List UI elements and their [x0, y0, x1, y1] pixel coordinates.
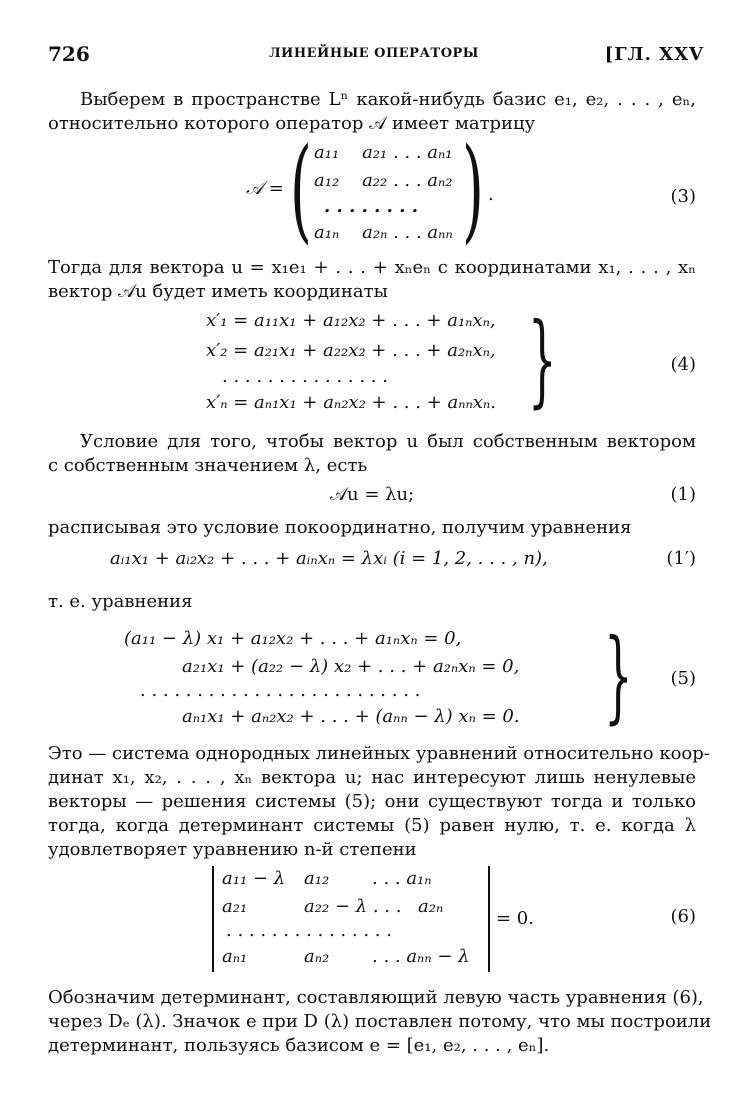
equation-row: x′₁ = a₁₁x₁ + a₁₂x₂ + . . . + a₁ₙxₙ,: [206, 310, 496, 331]
paragraph-basis: [48, 88, 696, 136]
equation-number: (6): [670, 906, 696, 927]
text-line: Выберем в пространстве Lⁿ какой-нибудь базис e₁, e₂, . . . , eₙ,: [80, 89, 696, 110]
equation-number: (3): [670, 186, 696, 207]
text-line: Обозначим детерминант, составляющий левую часть уравнения (6),: [48, 987, 704, 1008]
equation-number: (5): [670, 668, 696, 689]
determinant-left-bar: [212, 866, 214, 972]
paragraph-condition: [48, 430, 696, 478]
paragraph-system: [48, 742, 710, 862]
text-line: детерминант, пользуясь базисом e = [e₁, e₂, . . . , eₙ].: [48, 1035, 550, 1056]
period: .: [488, 184, 494, 205]
right-brace: }: [604, 617, 633, 734]
equation-number: (1′): [666, 548, 696, 569]
equation-dots-row: . . . . . . . . . . . . . . .: [222, 366, 388, 387]
text-line: с собственным значением λ, есть: [48, 455, 368, 476]
equation-row: x′ₙ = aₙ₁x₁ + aₙ₂x₂ + . . . + aₙₙxₙ.: [206, 392, 496, 413]
text-line: Тогда для вектора u = x₁e₁ + . . . + xₙeₙ с координатами x₁, . . . , xₙ: [48, 257, 696, 278]
right-paren: ): [462, 125, 484, 255]
text-line: вектор 𝒜u будет иметь координаты: [48, 281, 388, 302]
equation-row: a₂₁x₁ + (a₂₂ − λ) x₂ + . . . + a₂ₙxₙ = 0,: [182, 656, 520, 677]
chapter-label: [ГЛ. XXV: [604, 44, 704, 65]
left-paren: (: [290, 125, 312, 255]
text-line: Это — система однородных линейных уравнений относительно коор-: [48, 743, 710, 764]
paragraph-vector: [48, 256, 696, 304]
text-line: Условие для того, чтобы вектор u был собственным вектором: [80, 431, 696, 452]
equation-number: (4): [670, 354, 696, 375]
text-line: тогда, когда детерминант системы (5) равен нулю, т. е. когда λ: [48, 815, 696, 836]
determinant-row: a₁₁ − λ a₁₂ . . . a₁ₙ: [222, 868, 432, 889]
text-line: векторы — решения системы (5); они существуют тогда и только: [48, 791, 696, 812]
equation-row: x′₂ = a₂₁x₁ + a₂₂x₂ + . . . + a₂ₙxₙ,: [206, 340, 496, 361]
text-line: расписывая это условие покоординатно, получим уравнения: [48, 517, 632, 538]
text-line: удовлетворяет уравнению n-й степени: [48, 839, 417, 860]
equation-row: aₙ₁x₁ + aₙ₂x₂ + . . . + (aₙₙ − λ) xₙ = 0.: [182, 706, 520, 727]
text-line: через Dₑ (λ). Значок e при D (λ) поставлен потому, что мы построили: [48, 1011, 712, 1032]
determinant-right-bar: [488, 866, 490, 972]
matrix-dots-row: . . . . . . . .: [324, 196, 418, 217]
equation-text: aᵢ₁x₁ + aᵢ₂x₂ + . . . + aᵢₙxₙ = λxᵢ (i = 1, 2, . . . , n),: [110, 548, 548, 569]
equation-row: (a₁₁ − λ) x₁ + a₁₂x₂ + . . . + a₁ₙxₙ = 0,: [124, 628, 462, 649]
matrix-row: a₁₁ a₂₁ . . . aₙ₁: [314, 142, 453, 163]
right-brace: }: [528, 301, 557, 418]
determinant-row: a₂₁ a₂₂ − λ . . . a₂ₙ: [222, 896, 444, 917]
paragraph-coordinates: [48, 516, 696, 540]
matrix-lhs: 𝒜 =: [246, 178, 284, 199]
matrix-row: a₁₂ a₂₂ . . . aₙ₂: [314, 170, 453, 191]
determinant-dots-row: . . . . . . . . . . . . . . .: [226, 920, 392, 941]
page-header: [44, 42, 704, 72]
text-line: динат x₁, x₂, . . . , xₙ вектора u; нас интересуют лишь ненулевые: [48, 767, 696, 788]
determinant-row: aₙ₁ aₙ₂ . . . aₙₙ − λ: [222, 946, 470, 967]
paragraph-notation: [48, 986, 712, 1058]
text-line: относительно которого оператор 𝒜 имеет матрицу: [48, 113, 536, 134]
page-number: 726: [48, 42, 90, 66]
paragraph-ie: [48, 590, 696, 614]
text-line: т. е. уравнения: [48, 591, 193, 612]
equation-text: 𝒜u = λu;: [330, 484, 415, 505]
equation-number: (1): [670, 484, 696, 505]
matrix-row: a₁ₙ a₂ₙ . . . aₙₙ: [314, 222, 453, 243]
equation-rhs: = 0.: [496, 908, 534, 929]
equation-dots-row: . . . . . . . . . . . . . . . . . . . . . . . . .: [140, 680, 421, 701]
running-title: ЛИНЕЙНЫЕ ОПЕРАТОРЫ: [269, 46, 479, 61]
